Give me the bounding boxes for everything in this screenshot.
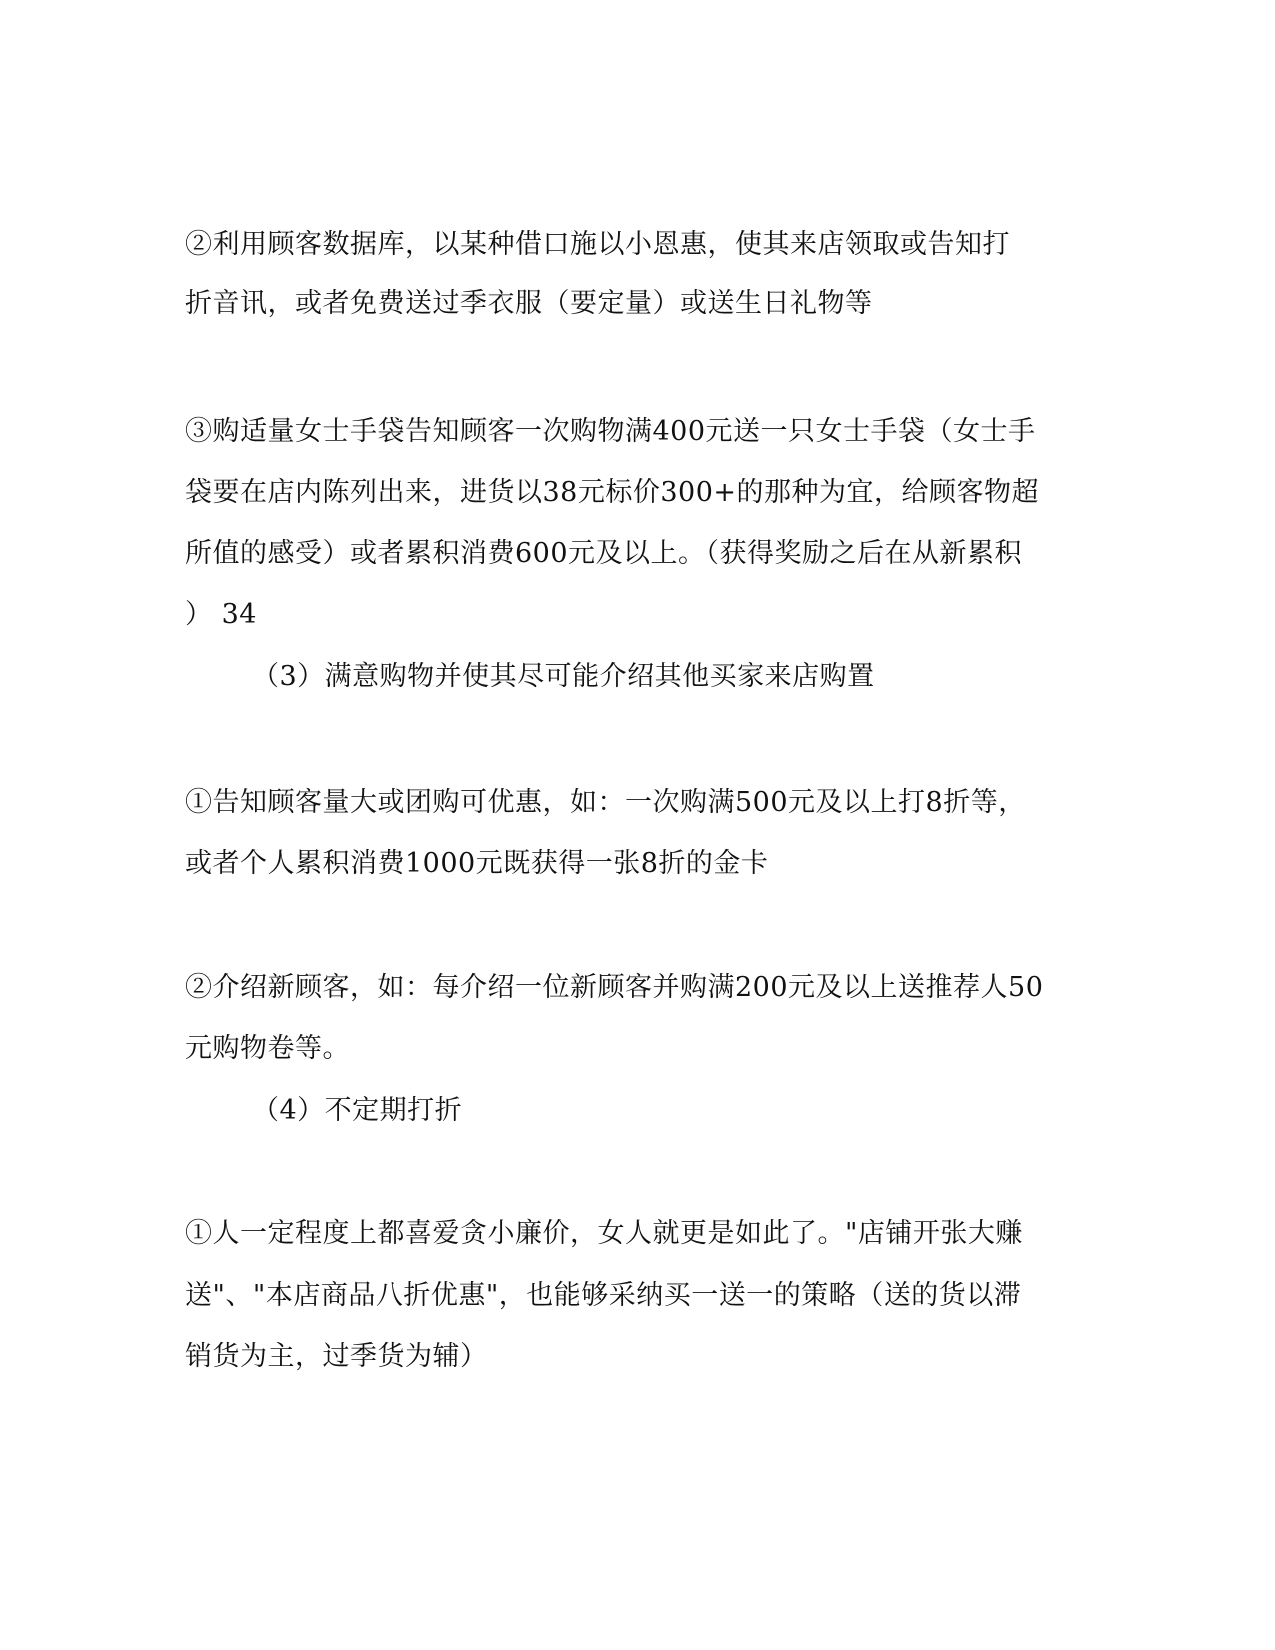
paragraph-line: 或者个人累积消费1000元既获得一张8折的金卡 — [185, 848, 769, 879]
paragraph-line: ①人一定程度上都喜爱贪小廉价，女人就更是如此了。"店铺开张大赚 — [185, 1218, 1023, 1249]
section-heading: （4）不定期打折 — [252, 1095, 463, 1126]
paragraph-line: 折音讯，或者免费送过季衣服（要定量）或送生日礼物等 — [185, 288, 873, 319]
paragraph-line: 送"、"本店商品八折优惠"，也能够采纳买一送一的策略（送的货以滞 — [185, 1280, 1022, 1311]
paragraph-line: 所值的感受）或者累积消费600元及以上。（获得奖励之后在从新累积 — [185, 538, 1023, 569]
paragraph-line: 销货为主，过季货为辅） — [185, 1341, 488, 1372]
paragraph-line: ①告知顾客量大或团购可优惠，如：一次购满500元及以上打8折等， — [185, 787, 1026, 818]
section-heading: （3）满意购物并使其尽可能介绍其他买家来店购置 — [252, 661, 875, 692]
paragraph-line: ②介绍新顾客，如：每介绍一位新顾客并购满200元及以上送推荐人50 — [185, 972, 1044, 1003]
paragraph-line: ②利用顾客数据库，以某种借口施以小恩惠，使其来店领取或告知打 — [185, 229, 1010, 260]
paragraph-line: 袋要在店内陈列出来，进货以38元标价300+的那种为宜，给顾客物超 — [185, 477, 1040, 508]
paragraph-line: ③购适量女士手袋告知顾客一次购物满400元送一只女士手袋（女士手 — [185, 416, 1036, 447]
paragraph-line: ） 34 — [185, 599, 257, 630]
paragraph-line: 元购物卷等。 — [185, 1033, 350, 1064]
